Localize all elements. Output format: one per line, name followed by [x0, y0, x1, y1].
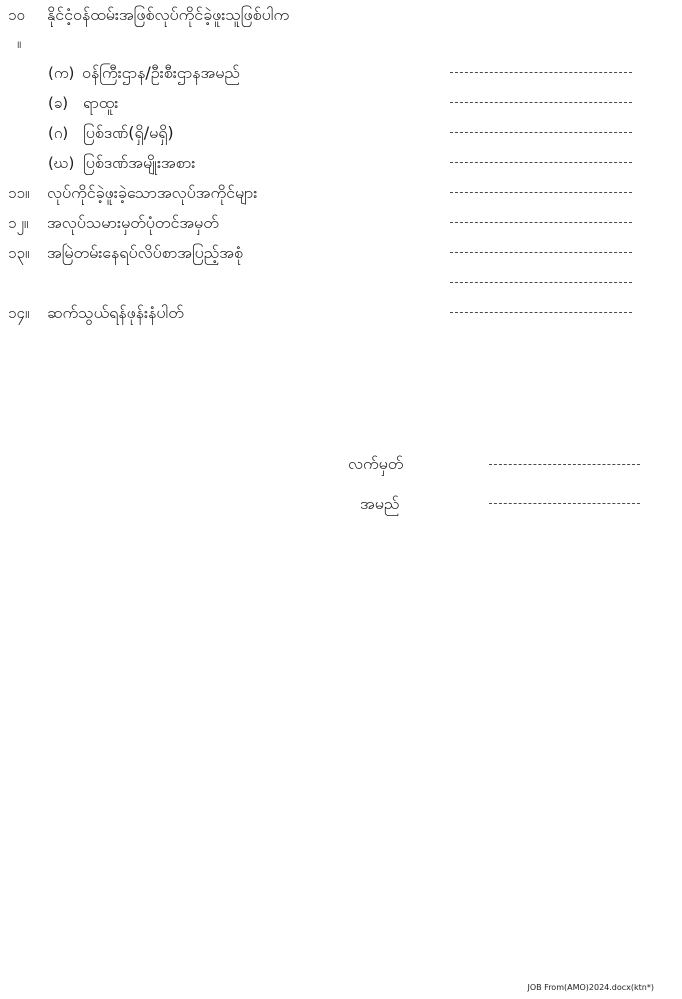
item-13-label: အမြဲတမ်းနေရပ်လိပ်စာအပြည့်အစုံ [47, 243, 243, 262]
sub-item-gha-fill-line[interactable] [450, 162, 632, 163]
item-13-row [0, 240, 682, 266]
sub-item-ka-label: ဝန်ကြီးဌာန/ဦးစီးဌာနအမည် [82, 63, 240, 82]
sub-item-kha-fill-line[interactable] [450, 102, 632, 103]
item-12-row [0, 210, 682, 236]
name-label: အမည် [360, 494, 400, 513]
item-13-continuation-row [0, 270, 682, 296]
sub-item-ka-row [0, 60, 682, 86]
sub-item-gha-label: ပြစ်ဒဏ်အမျိုးအစား [83, 153, 196, 172]
sub-item-gha-row [0, 150, 682, 176]
item-11-row [0, 180, 682, 206]
item-10-section-mark: ။ [17, 36, 22, 52]
item-14-fill-line[interactable] [450, 312, 632, 313]
item-14-row [0, 300, 682, 326]
item-13-number: ၁၃။ [8, 244, 30, 262]
sub-item-kha-marker: (ခ) [48, 94, 69, 112]
sub-item-ga-marker: (ဂ) [48, 124, 69, 142]
sub-item-ka-fill-line[interactable] [450, 72, 632, 73]
item-10-number: ၁၀ [8, 6, 25, 24]
item-13-fill-line-2[interactable] [450, 282, 632, 283]
item-10-label: နိုင်ငံ့ဝန်ထမ်းအဖြစ်လုပ်ကိုင်ခဲ့ဖူးသူဖြစ်ပါက [47, 5, 290, 24]
sub-item-kha-row [0, 90, 682, 116]
name-fill-line[interactable] [489, 503, 640, 504]
sub-item-ga-fill-line[interactable] [450, 132, 632, 133]
item-12-label: အလုပ်သမားမှတ်ပုံတင်အမှတ် [47, 213, 219, 232]
item-10-row [0, 2, 682, 28]
item-11-fill-line[interactable] [450, 192, 632, 193]
item-11-label: လုပ်ကိုင်ခဲ့ဖူးခဲ့သောအလုပ်အကိုင်များ [47, 183, 258, 202]
item-13-fill-line[interactable] [450, 252, 632, 253]
document-filename-footer: JOB From(AMO)2024.docx(ktn*) [527, 983, 654, 992]
signature-fill-line[interactable] [489, 464, 640, 465]
item-11-number: ၁၁။ [8, 184, 30, 202]
sub-item-kha-label: ရာထူး [83, 93, 119, 112]
item-14-label: ဆက်သွယ်ရန်ဖုန်းနံပါတ် [47, 303, 184, 322]
sub-item-gha-marker: (ဃ) [48, 154, 75, 172]
item-12-fill-line[interactable] [450, 222, 632, 223]
sub-item-ga-row [0, 120, 682, 146]
signature-label: လက်မှတ် [348, 454, 404, 473]
item-14-number: ၁၄။ [8, 304, 30, 322]
sub-item-ga-label: ပြစ်ဒဏ်(ရှိ/မရှိ) [83, 123, 174, 142]
item-12-number: ၁၂။ [8, 214, 29, 232]
sub-item-ka-marker: (က) [48, 64, 75, 82]
